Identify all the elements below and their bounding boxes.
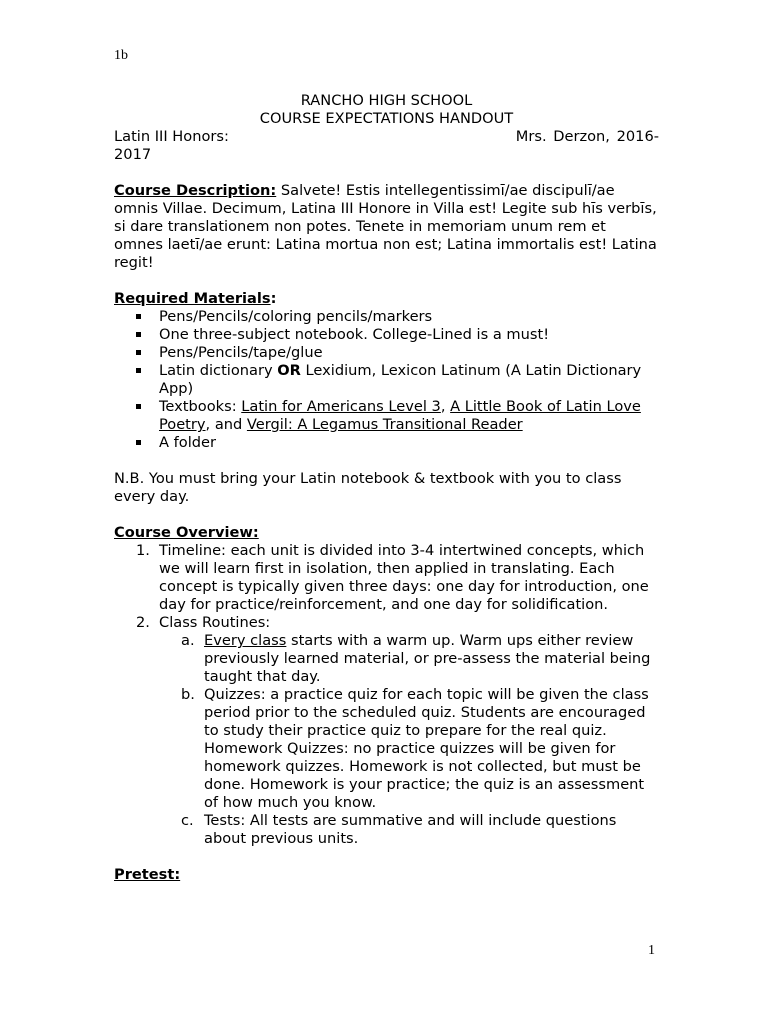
list-item-dictionary: Latin dictionary OR Lexidium, Lexicon Latinum (A Latin Dictionary App) (159, 362, 659, 398)
overview-list (114, 542, 659, 848)
materials-colon: : (270, 290, 277, 307)
routines-list (159, 632, 659, 848)
list-marker: 2. (136, 614, 150, 631)
overview-heading: Course Overview: (114, 524, 259, 541)
every-class-emphasis: Every class (204, 632, 287, 649)
materials-list (114, 308, 659, 452)
list-marker: a. (181, 632, 195, 649)
materials-heading: Required Materials (114, 290, 271, 307)
overview-item-routines: 2. Class Routines: a. Every class starts with a warm up. Warm ups either review previously learned material, or pre-assess the material being taught that day. b. Quizzes: a practice quiz for each topic will be given the class period prior to the scheduled quiz. Students are encouraged to study their practice quiz to prepare for the real quiz. Homework Quizzes: no practice quizzes will be given for homework quizzes. Homework is not collected, but must be done. Homework is your practice; the quiz is an assessment of how much you know. c. Tests: All tests are summative and will include questions about previous units. (159, 614, 659, 848)
routine-tests: c. Tests: All tests are summative and will include questions about previous units. (181, 812, 617, 847)
course-description-heading: Course Description: (114, 182, 277, 199)
list-item: Pens/Pencils/coloring pencils/markers (159, 308, 659, 326)
nota-bene: N.B. You must bring your Latin notebook & textbook with you to class every day. (114, 470, 622, 505)
textbook-title: A Little Book of Latin Love Poetry (159, 398, 641, 433)
list-item: One three-subject notebook. College-Lined is a must! (159, 326, 659, 344)
teacher-name: Mrs. Derzon, 2016- (515, 128, 659, 145)
routine-quizzes: b. Quizzes: a practice quiz for each topic will be given the class period prior to the scheduled quiz. Students are encouraged to study their practice quiz to prepare for the real quiz. Homework Quizzes: no practice quizzes will be given for homework quizzes. Homework is not collected, but must be done. Homework is your practice; the quiz is an assessment of how much you know. (181, 686, 649, 811)
course-description-text: Salvete! Estis intellegentissimī/ae discipulī/ae omnis Villae. Decimum, Latina III Honore in Villa est! Legite sub hīs verbīs, si dare translationem non potes. Tenete in memoriam unum rem et omnes laetī/ae erunt: Latina mortua non est; Latina immortalis est! Latina regit! (114, 182, 657, 271)
handout-title: COURSE EXPECTATIONS HANDOUT (259, 110, 514, 127)
course-description (114, 182, 659, 272)
textbook-title: Vergil: A Legamus Transitional Reader (246, 416, 523, 433)
school-title: RANCHO HIGH SCHOOL (300, 92, 473, 109)
routine-warm-up: a. Every class starts with a warm up. Warm ups either review previously learned material, or pre-assess the material being taught that day. (181, 632, 651, 685)
or-emphasis: OR (277, 362, 301, 379)
list-item: A folder (159, 434, 659, 452)
overview-item-timeline: 1. Timeline: each unit is divided into 3-4 intertwined concepts, which we will learn first in isolation, then applied in translating. Each concept is typically given three days: one day for introduction, one day for practice/reinforcement, and one day for solidification. (136, 542, 649, 613)
list-marker: b. (181, 686, 195, 703)
list-marker: 1. (136, 542, 150, 559)
school-year-continuation: 2017 (114, 146, 152, 163)
list-item: Pens/Pencils/tape/glue (159, 344, 659, 362)
course-info-row (114, 128, 659, 146)
list-marker: c. (181, 812, 194, 829)
course-name: Latin III Honors: (114, 128, 229, 145)
page-number: 1 (648, 943, 655, 958)
document-body (114, 92, 659, 884)
list-item-textbooks: Textbooks: Latin for Americans Level 3, A Little Book of Latin Love Poetry, and Vergil: A Legamus Transitional Reader (159, 398, 659, 434)
materials-heading-line (114, 290, 659, 308)
pretest-heading: Pretest: (114, 866, 181, 883)
textbook-title: Latin for Americans Level 3 (241, 398, 441, 415)
header-label: 1b (114, 48, 128, 63)
